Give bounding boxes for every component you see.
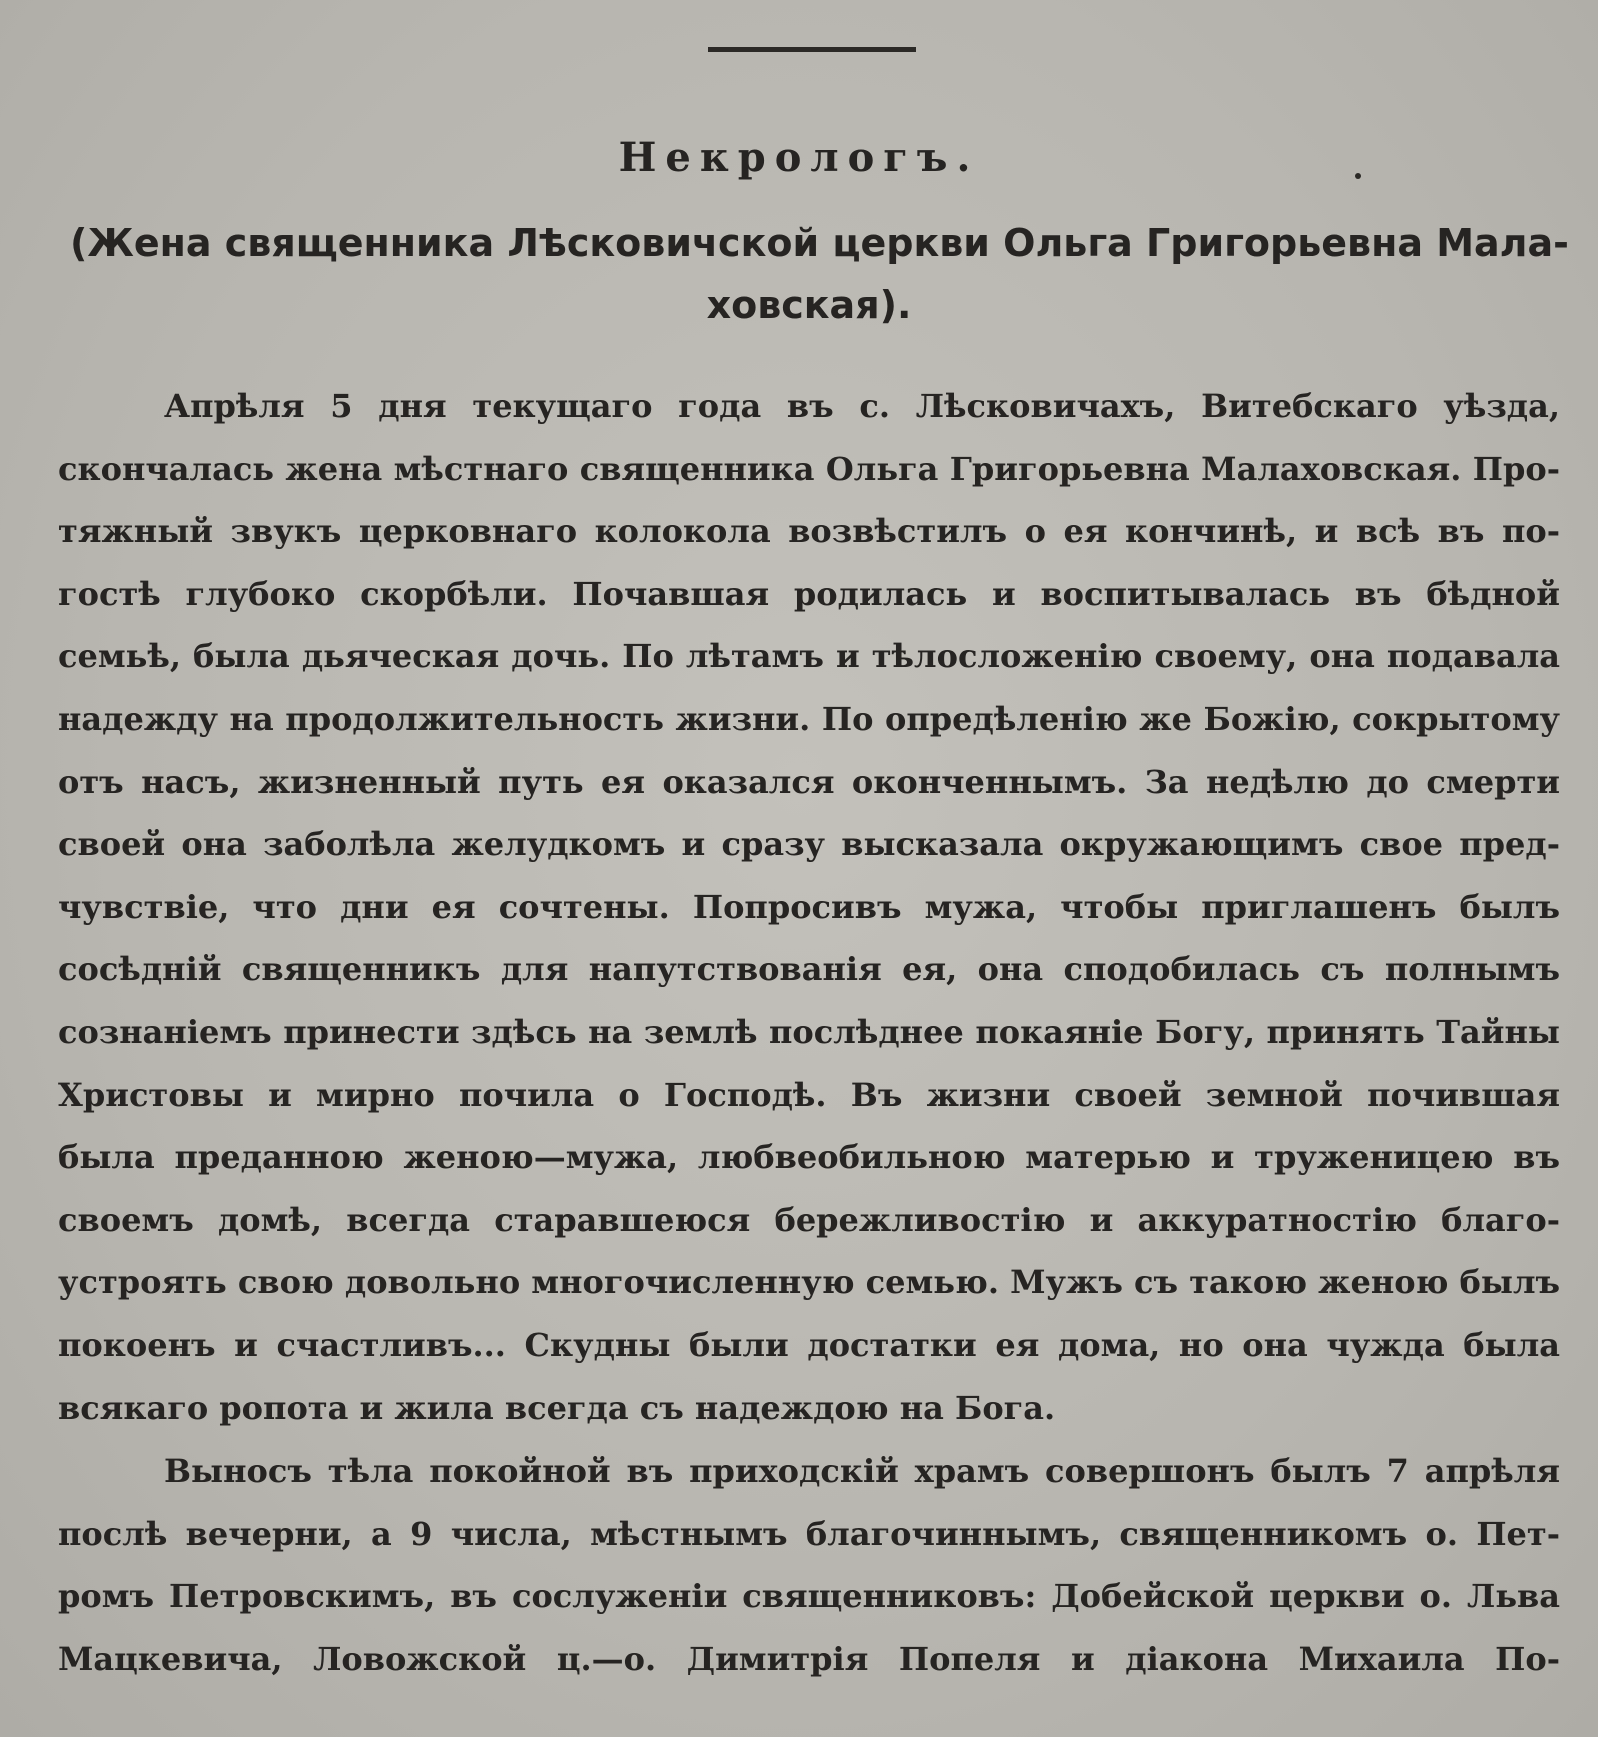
page-title: Некрологъ. [618, 134, 980, 181]
subtitle-line: ховская). [706, 283, 912, 327]
text-line: устроять свою довольно многочисленную семью. Мужъ съ такою женою былъ [58, 1263, 1560, 1302]
text-line: Апрѣля 5 дня текущаго года въ с. Лѣсковичахъ, Витебскаго уѣзда, [164, 387, 1560, 425]
text-line: своей она заболѣла желудкомъ и сразу высказала окружающимъ свое пред- [58, 825, 1560, 864]
subtitle-line: (Жена священника Лѣсковичской церкви Ольга Григорьевна Мала- [70, 221, 1569, 265]
text-line: была преданною женою—мужа, любвеобильною матерью и труженицею въ [58, 1138, 1560, 1177]
text-line: послѣ вечерни, а 9 числа, мѣстнымъ благочиннымъ, священникомъ о. Пет- [58, 1514, 1560, 1553]
subtitle [70, 212, 1569, 336]
text-line: скончалась жена мѣстнаго священника Ольга Григорьевна Малаховская. Про- [58, 449, 1560, 488]
text-line: семьѣ, была дьяческая дочь. По лѣтамъ и тѣлосложенію своему, она подавала [58, 637, 1560, 676]
text-line: всякаго ропота и жила всегда съ надеждою на Бога. [58, 1388, 1056, 1427]
text-line: Выносъ тѣла покойной въ приходскій храмъ совершонъ былъ 7 апрѣля [164, 1452, 1560, 1490]
text-line: сознаніемъ принести здѣсь на землѣ послѣднее покаяніе Богу, принять Тайны [58, 1012, 1560, 1051]
text-line: гостѣ глубоко скорбѣли. Почавшая родилась и воспитывалась въ бѣдной [58, 574, 1560, 613]
separator-rule [708, 47, 916, 52]
text-line: отъ насъ, жизненный путь ея оказался оконченнымъ. За недѣлю до смерти [58, 762, 1560, 801]
text-line: своемъ домѣ, всегда старавшеюся бережливостію и аккуратностію благо- [58, 1200, 1560, 1239]
text-line: чувствіе, что дни ея сочтены. Попросивъ мужа, чтобы приглашенъ былъ [58, 887, 1560, 926]
text-line: Мацкевича, Ловожской ц.—о. Димитрія Попеля и діакона Михаила По- [58, 1639, 1560, 1678]
text-line: покоенъ и счастливъ... Скудны были достатки ея дома, но она чужда была [58, 1325, 1560, 1364]
paragraph-1 [58, 375, 1560, 1439]
text-line: тяжный звукъ церковнаго колокола возвѣстилъ о ея кончинѣ, и всѣ въ по- [58, 512, 1560, 551]
text-line: ромъ Петровскимъ, въ сослуженіи священниковъ: Добейской церкви о. Льва [58, 1577, 1560, 1616]
text-line: сосѣдній священникъ для напутствованія ея, она сподобилась съ полнымъ [58, 950, 1560, 989]
text-line: Христовы и мирно почила о Господѣ. Въ жизни своей земной почившая [58, 1075, 1560, 1114]
paragraph-2 [58, 1440, 1560, 1690]
text-line: надежду на продолжительность жизни. По опредѣленію же Божію, сокрытому [58, 699, 1560, 738]
